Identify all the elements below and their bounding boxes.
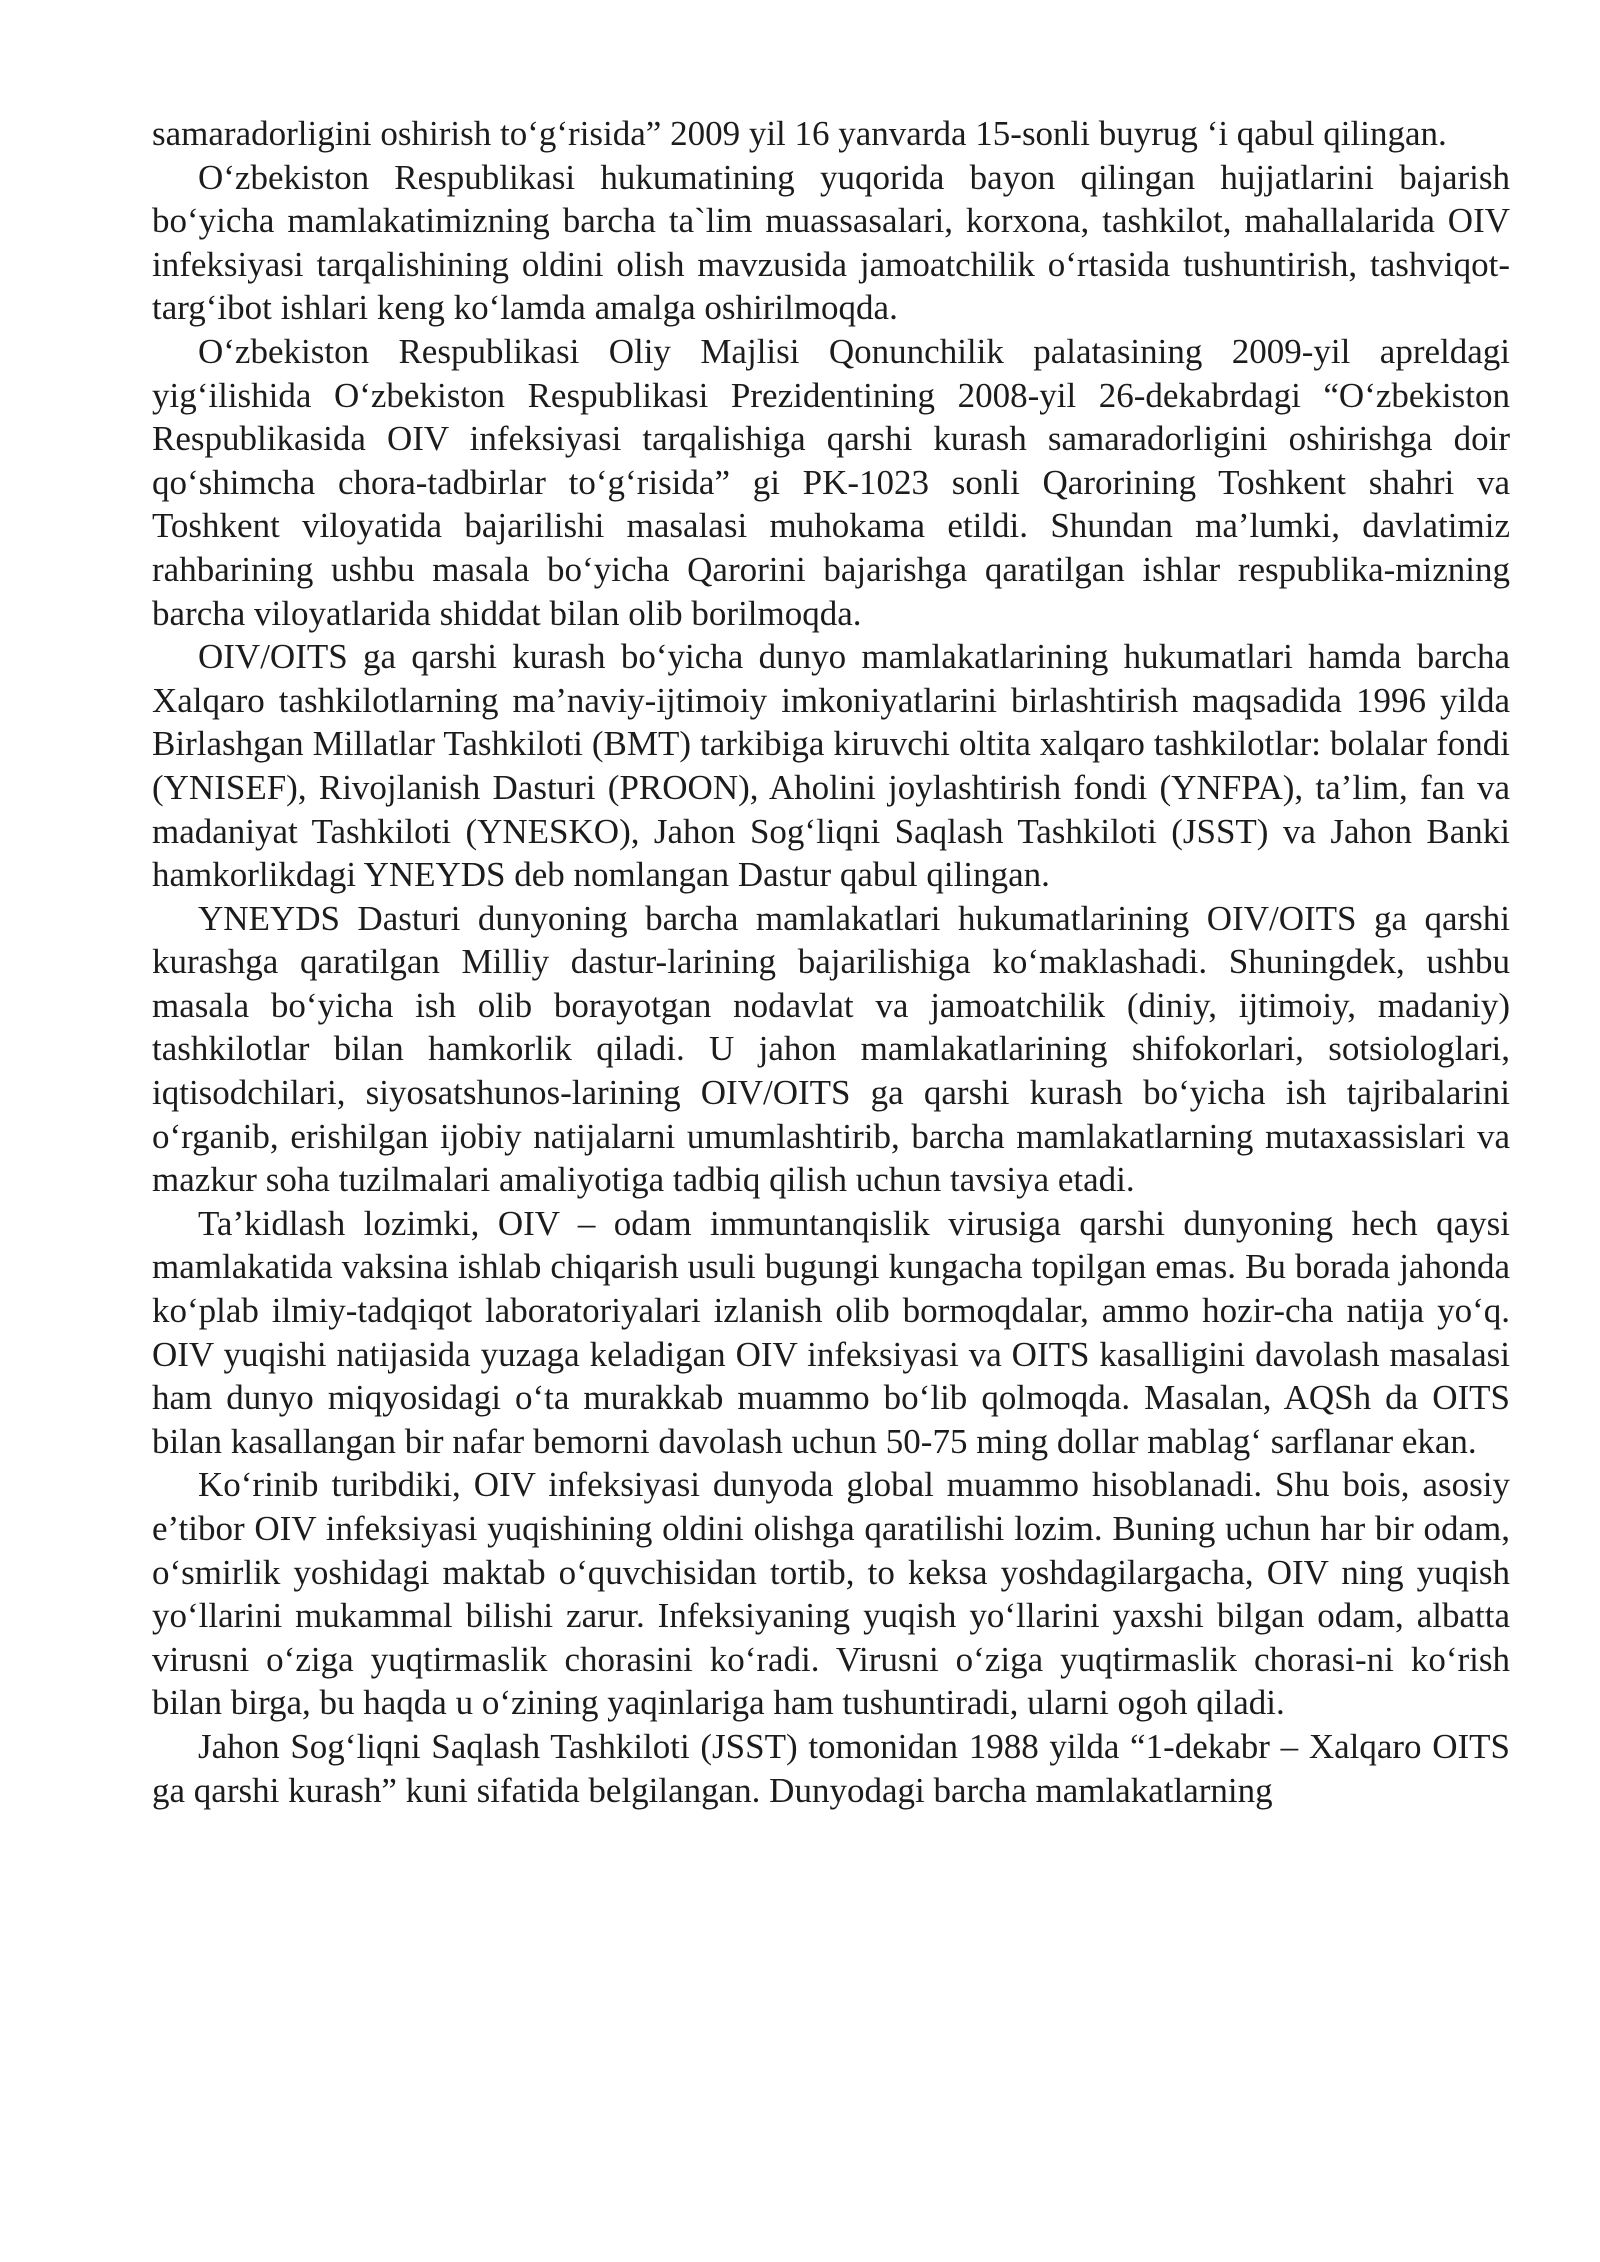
paragraph-yneyds-program: YNEYDS Dasturi dunyoning barcha mamlakatlari hukumatlarining OIV/OITS ga qarshi kurashga qaratilgan Milliy dastur-larining bajarilishiga ko‘maklashadi. Shuningdek, ushbu masala bo‘yicha ish olib borayotgan nodavlat va jamoatchilik (diniy, ijtimoiy, madaniy) tashkilotlar bilan hamkorlik qiladi. U jahon mamlakatlarining shifokorlari, sotsiologlari, iqtisodchilari, siyosatshunos-larining OIV/OITS ga qarshi kurash bo‘yicha ish tajribalarini o‘rganib, erishilgan ijobiy natijalarni umumlashtirib, barcha mamlakatlarning mutaxassislari va mazkur soha tuzilmalari amaliyotiga tadbiq qilish uchun tavsiya etadi. <box>152 898 1510 1200</box>
document-page <box>152 112 1510 1812</box>
paragraph-government-documents: O‘zbekiston Respublikasi hukumatining yuqorida bayon qilingan hujjatlarini bajarish bo‘yicha mamlakatimizning barcha ta`lim muassasalari, korxona, tashkilot, mahallalarida OIV infeksiyasi tarqalishining oldini olish mavzusida jamoatchilik o‘rtasida tushuntirish, tashviqot-targ‘ibot ishlari keng ko‘lamda amalga oshirilmoqda. <box>152 157 1510 328</box>
paragraph-parliament-session: O‘zbekiston Respublikasi Oliy Majlisi Qonunchilik palatasining 2009-yil apreldagi yig‘ilishida O‘zbekiston Respublikasi Prezidentining 2008-yil 26-dekabrdagi “O‘zbekiston Respublikasida OIV infeksiyasi tarqalishiga qarshi kurash samaradorligini oshirishga doir qo‘shimcha chora-tadbirlar to‘g‘risida” gi PK-1023 sonli Qarorining Toshkent shahri va Toshkent viloyatida bajarilishi masalasi muhokama etildi. Shundan ma’lumki, davlatimiz rahbarining ushbu masala bo‘yicha Qarorini bajarishga qaratilgan ishlar respublika-mizning barcha viloyatlarida shiddat bilan olib borilmoqda. <box>152 331 1510 633</box>
paragraph-vaccine: Ta’kidlash lozimki, OIV – odam immuntanqislik virusiga qarshi dunyoning hech qaysi mamlakatida vaksina ishlab chiqarish usuli bugungi kungacha topilgan emas. Bu borada jahonda ko‘plab ilmiy-tadqiqot laboratoriyalari izlanish olib bormoqdalar, ammo hozir-cha natija yo‘q. OIV yuqishi natijasida yuzaga keladigan OIV infeksiyasi va OITS kasalligini davolash masalasi ham dunyo miqyosidagi o‘ta murakkab muammo bo‘lib qolmoqda. Masalan, AQSh da OITS bilan kasallangan bir nafar bemorni davolash uchun 50-75 ming dollar mablag‘ sarflanar ekan. <box>152 1203 1510 1461</box>
paragraph-global-problem: Ko‘rinib turibdiki, OIV infeksiyasi dunyoda global muammo hisoblanadi. Shu bois, asosiy e’tibor OIV infeksiyasi yuqishining oldini olishga qaratilishi lozim. Buning uchun har bir odam, o‘smirlik yoshidagi maktab o‘quvchisidan tortib, to keksa yoshdagilargacha, OIV ning yuqish yo‘llarini mukammal bilishi zarur. Infeksiyaning yuqish yo‘llarini yaxshi bilgan odam, albatta virusni o‘ziga yuqtirmaslik chorasini ko‘radi. Virusni o‘ziga yuqtirmaslik chorasi-ni ko‘rish bilan birga, bu haqda u o‘zining yaqinlariga ham tushuntiradi, ularni ogoh qiladi. <box>152 1465 1510 1723</box>
paragraph-world-aids-day: Jahon Sog‘liqni Saqlash Tashkiloti (JSST) tomonidan 1988 yilda “1-dekabr – Xalqaro OITS ga qarshi kurash” kuni sifatida belgilangan. Dunyodagi barcha mamlakatlarning <box>152 1726 1510 1810</box>
paragraph-international-organizations: OIV/OITS ga qarshi kurash bo‘yicha dunyo mamlakatlarining hukumatlari hamda barcha Xalqaro tashkilotlarning ma’naviy-ijtimoiy imkoniyatlarini birlashtirish maqsadida 1996 yilda Birlashgan Millatlar Tashkiloti (BMT) tarkibiga kiruvchi oltita xalqaro tashkilotlar: bolalar fondi (YNISEF), Rivojlanish Dasturi (PROON), Aholini joylashtirish fondi (YNFPA), ta’lim, fan va madaniyat Tashkiloti (YNESKO), Jahon Sog‘liqni Saqlash Tashkiloti (JSST) va Jahon Banki hamkorlikdagi YNEYDS deb nomlangan Dastur qabul qilingan. <box>152 637 1510 895</box>
paragraph-continuation: samaradorligini oshirish to‘g‘risida” 2009 yil 16 yanvarda 15-sonli buyrug ‘i qabul qilingan. <box>152 114 1447 153</box>
